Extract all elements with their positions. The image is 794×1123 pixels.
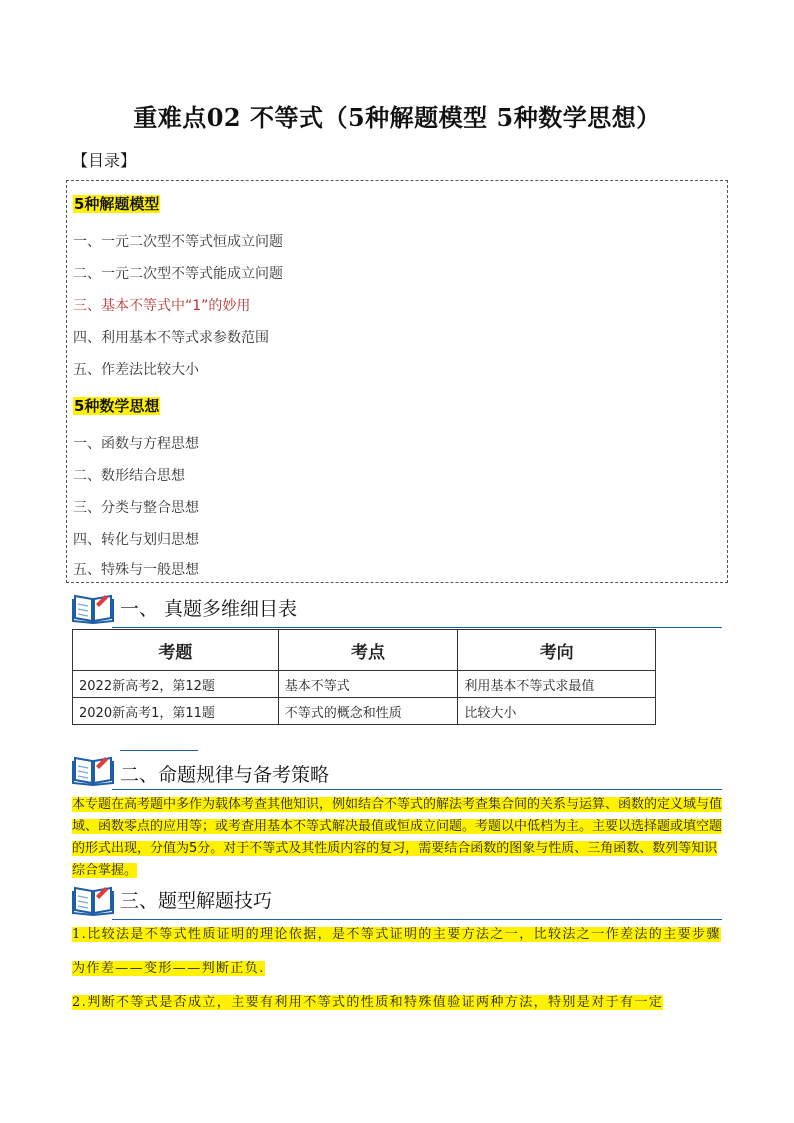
section-rule-short (120, 750, 198, 751)
strategy-paragraph (72, 794, 722, 882)
toc-item-idea-4[interactable]: 四、转化与划归思想 (73, 532, 199, 548)
toc-item-idea-3[interactable]: 三、分类与整合思想 (73, 500, 199, 516)
section-heading-3 (72, 880, 722, 920)
section-heading-1 (72, 588, 722, 628)
toc-item-idea-2[interactable]: 二、数形结合思想 (73, 468, 185, 484)
toc-item-idea-5[interactable]: 五、特殊与一般思想 (73, 562, 199, 578)
exam-matrix-table (72, 629, 656, 725)
toc-item-idea-1[interactable]: 一、函数与方程思想 (73, 436, 199, 452)
strategy-text: 本专题在高考题中多作为载体考查其他知识，例如结合不等式的解法考查集合间的关系与运算、函数的定义域与值域、函数零点的应用等；或考查用基本不等式解决最值或恒成立问题。考题以中低档为主。主要以选择题或填空题的形式出现，分值为5分。对于不等式及其性质内容的复习，需要结合函数的图象与性质、三角函数、数列等知识综合掌握。 (72, 797, 723, 878)
toc-item-model-4[interactable]: 四、利用基本不等式求参数范围 (73, 330, 269, 346)
table-header: 考向 (458, 630, 656, 671)
section-title-2: 二、命题规律与备考策略 (120, 764, 330, 786)
tip-text-2: 2.判断不等式是否成立，主要有利用不等式的性质和特殊值验证两种方法，特别是对于有一定 (72, 995, 664, 1010)
open-book-icon (72, 752, 114, 786)
tip-paragraph-2 (72, 986, 722, 1020)
tip-paragraph-1 (72, 918, 722, 986)
table-header: 考点 (278, 630, 458, 671)
open-book-icon (72, 590, 114, 624)
section-title-3: 三、题型解题技巧 (120, 890, 273, 912)
toc-item-model-2[interactable]: 二、一元二次型不等式能成立问题 (73, 266, 283, 282)
table-cell: 不等式的概念和性质 (278, 698, 458, 725)
toc-label: 【目录】 (72, 151, 137, 170)
section-rule (112, 789, 722, 790)
table-row (73, 698, 656, 725)
toc-heading-ideas: 5种数学思想 (74, 397, 160, 415)
table-cell: 基本不等式 (278, 671, 458, 698)
table-header: 考题 (73, 630, 279, 671)
toc-item-model-5[interactable]: 五、作差法比较大小 (73, 362, 199, 378)
toc-item-model-1[interactable]: 一、一元二次型不等式恒成立问题 (73, 234, 283, 250)
toc-item-model-3[interactable]: 三、基本不等式中“1”的妙用 (73, 298, 251, 314)
toc-heading-models: 5种解题模型 (74, 195, 160, 213)
table-cell: 2022新高考2，第12题 (73, 671, 279, 698)
table-cell: 2020新高考1，第11题 (73, 698, 279, 725)
section-title-1: 一、 真题多维细目表 (120, 598, 298, 620)
open-book-icon (72, 882, 114, 916)
table-cell: 利用基本不等式求最值 (458, 671, 656, 698)
table-row (73, 671, 656, 698)
table-cell: 比较大小 (458, 698, 656, 725)
tip-text-1: 1.比较法是不等式性质证明的理论依据，是不等式证明的主要方法之一，比较法之一作差法的主要步骤为作差——变形——判断正负. (72, 927, 721, 976)
table-of-contents (66, 180, 728, 583)
section-heading-2 (72, 750, 722, 790)
page-title: 重难点02 不等式（5种解题模型 5种数学思想） (133, 103, 661, 132)
section-rule (112, 627, 722, 628)
